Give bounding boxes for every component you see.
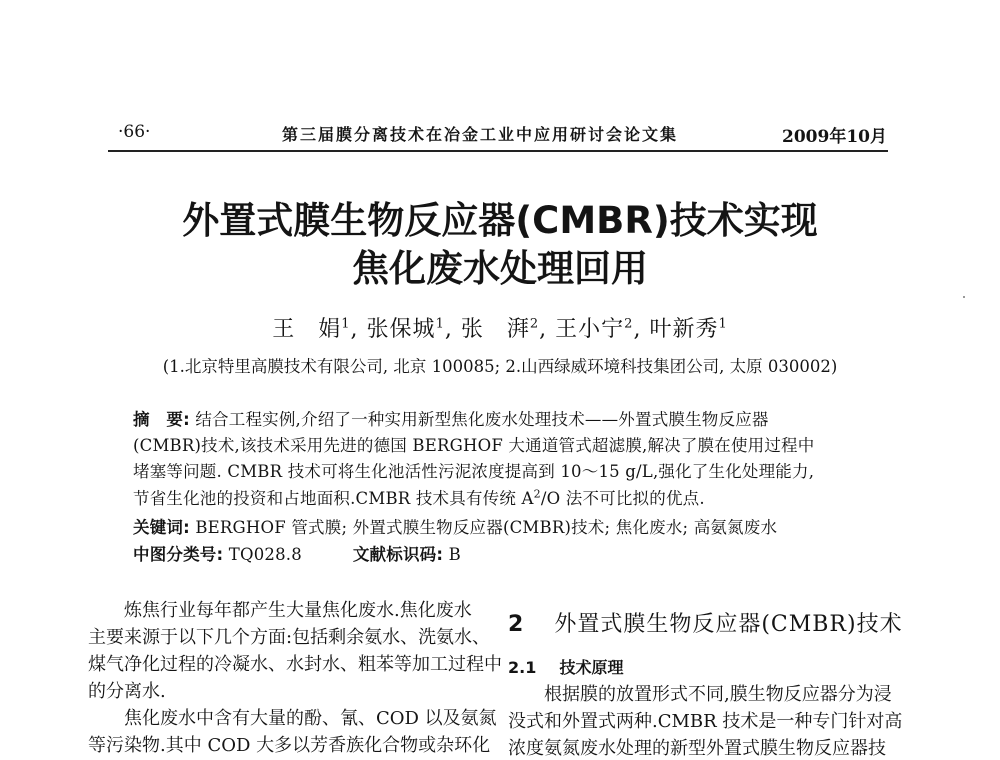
header-rule (108, 150, 888, 152)
author-separator: , (633, 317, 650, 342)
left-column-line-6: 等污染物.其中 COD 大多以芳香族化合物或杂环化 (88, 735, 491, 756)
author-name: 王 娟 (272, 317, 342, 342)
abstract-text-1: 结合工程实例,介绍了一种实用新型焦化废水处理技术——外置式膜生物反应器 (195, 410, 769, 429)
author-separator: , (444, 317, 461, 342)
author-name: 王小宁 (555, 317, 625, 342)
scan-speck (963, 296, 965, 298)
author-name: 张 湃 (460, 317, 530, 342)
author-affiliation-mark: 1 (341, 316, 351, 332)
affiliations: (1.北京特里高膜技术有限公司, 北京 100085; 2.山西绿威环境科技集团公司, 太原 030002) (162, 357, 838, 376)
author-affiliation-mark: 2 (529, 316, 540, 332)
keywords (133, 514, 777, 538)
author-list (0, 312, 1000, 343)
paper-title-line-2: 焦化废水处理回用 (352, 247, 648, 290)
keywords-label: 关键词: (133, 518, 190, 537)
author-separator: , (539, 317, 556, 342)
abstract-line-3: 堵塞等问题. CMBR 技术可将生化池活性污泥浓度提高到 10～15 g/L,强化了生化处理能力, (133, 462, 815, 481)
abstract-line-1 (133, 406, 769, 430)
keywords-text: BERGHOF 管式膜; 外置式膜生物反应器(CMBR)技术; 焦化废水; 高氨氮废水 (195, 518, 778, 537)
abstract-text-4a: 节省生化池的投资和占地面积.CMBR 技术具有传统 A (133, 489, 534, 508)
classification (133, 541, 461, 565)
classification-value: TQ028.8 (228, 545, 302, 564)
author-affiliation-mark: 1 (718, 316, 728, 332)
issue-date: 2009年10月 (782, 127, 887, 147)
left-column-line-4: 的分离水. (88, 681, 166, 702)
subsection-heading (508, 655, 624, 678)
author-name: 叶新秀 (649, 317, 719, 342)
author-affiliation-mark: 1 (435, 316, 445, 332)
doc-code-value: B (448, 545, 461, 564)
left-column-line-2: 主要来源于以下几个方面:包括剩余氨水、洗氨水、 (88, 627, 491, 648)
journal-name: 第三届膜分离技术在冶金工业中应用研讨会论文集 (282, 125, 679, 144)
left-column-line-3: 煤气净化过程的冷凝水、水封水、粗苯等加工过程中 (88, 654, 502, 675)
author-separator: , (350, 317, 367, 342)
right-column-line-1: 根据膜的放置形式不同,膜生物反应器分为浸 (508, 684, 892, 705)
section-title: 外置式膜生物反应器(CMBR)技术 (554, 612, 903, 637)
subsection-title: 技术原理 (559, 658, 624, 677)
right-column-line-2: 没式和外置式两种.CMBR 技术是一种专门针对高 (508, 711, 903, 732)
paper-title-line-1: 外置式膜生物反应器(CMBR)技术实现 (182, 199, 818, 242)
section-heading (508, 607, 903, 638)
abstract-line-2: (CMBR)技术,该技术采用先进的德国 BERGHOF 大通道管式超滤膜,解决了膜在使用过程中 (133, 436, 815, 455)
doc-code-label: 文献标识码: (352, 545, 444, 564)
section-number: 2 (508, 612, 525, 637)
subsection-number: 2.1 (508, 658, 537, 677)
right-column-line-3: 浓度氨氮废水处理的新型外置式膜生物反应器技 (508, 738, 886, 759)
author-affiliation-mark: 2 (624, 316, 634, 332)
left-column-line-5: 焦化废水中含有大量的酚、氰、COD 以及氨氮 (88, 708, 497, 729)
abstract-line-4 (133, 485, 705, 509)
abstract-text-4b: /O 法不可比拟的优点. (540, 489, 705, 508)
page-number: ·66· (118, 122, 151, 142)
abstract-superscript: 2 (533, 487, 541, 501)
abstract-label: 摘 要: (133, 410, 190, 429)
author-name: 张保城 (366, 317, 436, 342)
left-column-line-1: 炼焦行业每年都产生大量焦化废水.焦化废水 (88, 600, 472, 621)
classification-label: 中图分类号: (133, 545, 224, 564)
